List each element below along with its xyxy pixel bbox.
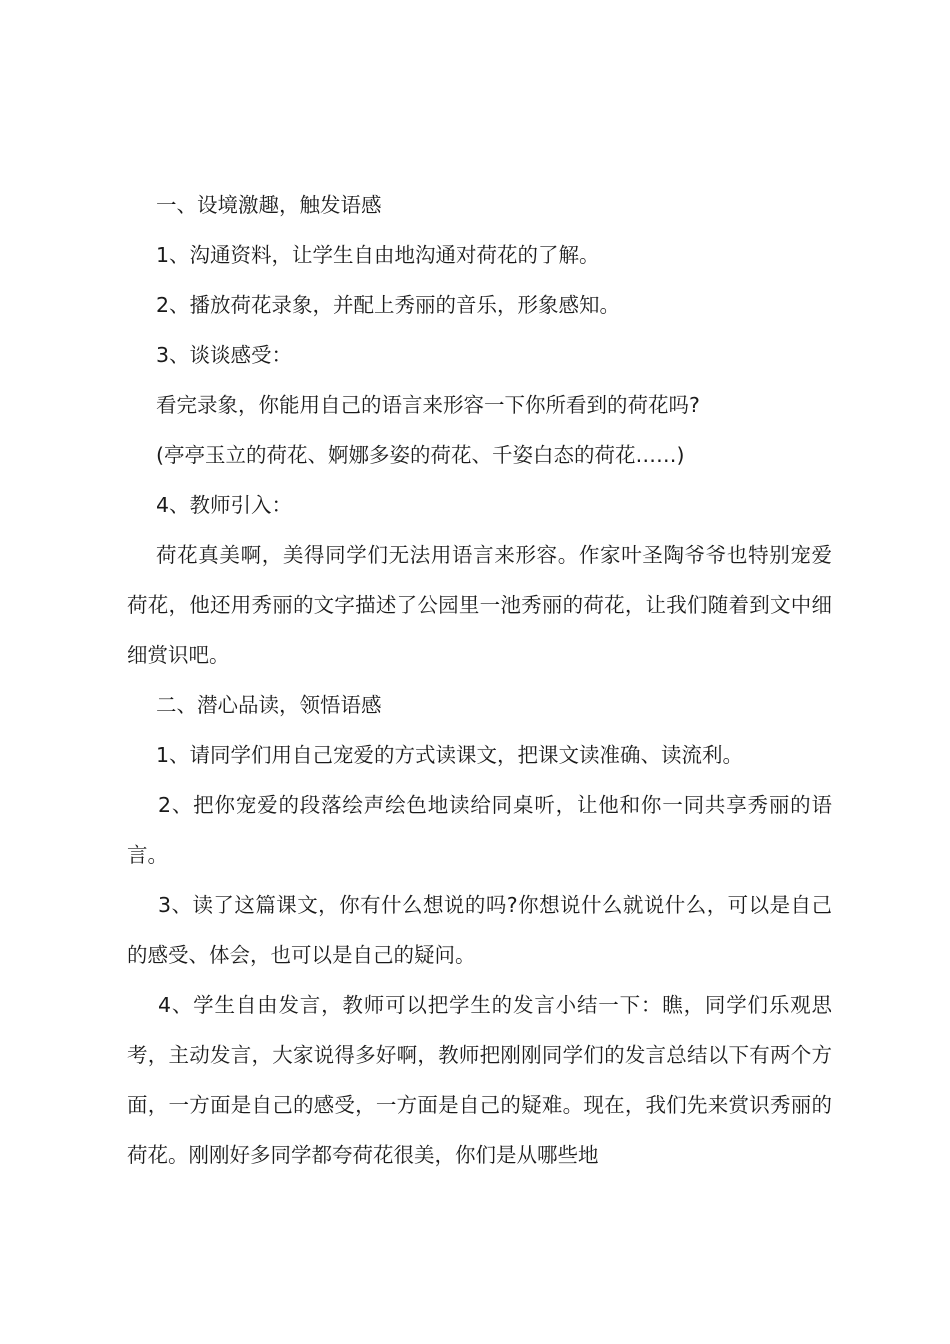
paragraph-answer-examples: (亭亭玉立的荷花、婀娜多姿的荷花、千姿白态的荷花……) bbox=[156, 443, 685, 467]
paragraph-reading-step-3: 3、读了这篇课文，你有什么想说的吗?你想说什么就说什么，可以是自己的感受、体会，也可以是自己的疑问。 bbox=[127, 893, 832, 967]
section-heading-2: 二、潜心品读，领悟语感 bbox=[156, 693, 382, 717]
paragraph-reading-step-4: 4、学生自由发言，教师可以把学生的发言小结一下：瞧，同学们乐观思考，主动发言，大家说得多好啊，教师把刚刚同学们的发言总结以下有两个方面，一方面是自己的感受，一方面是自己的疑难。现在，我们先来赏识秀丽的荷花。刚刚好多同学都夸荷花很美，你们是从哪些地 bbox=[127, 993, 832, 1167]
paragraph-reading-step-1: 1、请同学们用自己宠爱的方式读课文，把课文读准确、读流利。 bbox=[156, 743, 744, 767]
document-body bbox=[127, 180, 832, 1180]
section-heading-1: 一、设境激趣，触发语感 bbox=[156, 193, 382, 217]
paragraph-teacher-intro: 荷花真美啊，美得同学们无法用语言来形容。作家叶圣陶爷爷也特别宠爱荷花，他还用秀丽的文字描述了公园里一池秀丽的荷花，让我们随着到文中细细赏识吧。 bbox=[127, 543, 832, 667]
paragraph-reading-step-2: 2、把你宠爱的段落绘声绘色地读给同桌听，让他和你一同共享秀丽的语言。 bbox=[127, 793, 832, 867]
paragraph-step-2: 2、播放荷花录象，并配上秀丽的音乐，形象感知。 bbox=[156, 293, 621, 317]
paragraph-step-1: 1、沟通资料，让学生自由地沟通对荷花的了解。 bbox=[156, 243, 600, 267]
paragraph-step-4: 4、教师引入： bbox=[156, 493, 293, 517]
paragraph-step-3: 3、谈谈感受： bbox=[156, 343, 293, 367]
paragraph-question: 看完录象，你能用自己的语言来形容一下你所看到的荷花吗? bbox=[156, 393, 700, 417]
